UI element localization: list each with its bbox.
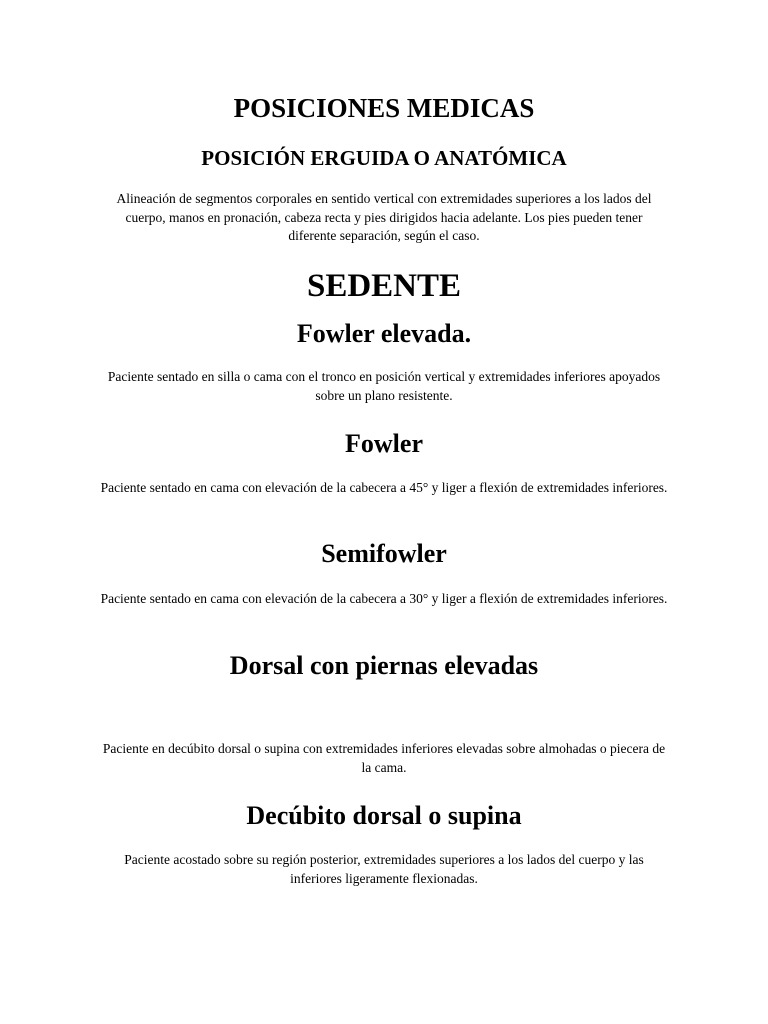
paragraph-anatomica: Alineación de segmentos corporales en sentido vertical con extremidades superiores a los lados del cuerpo, manos en pronación, cabeza recta y pies dirigidos hacia adelante. Los pies pueden tener diferente separación, según el caso. bbox=[116, 191, 652, 243]
paragraph-dorsal-piernas-elevadas: Paciente en decúbito dorsal o supina con extremidades inferiores elevadas sobre almohadas o piecera de la cama. bbox=[102, 741, 666, 775]
paragraph-fowler-elevada: Paciente sentado en silla o cama con el tronco en posición vertical y extremidades inferiores apoyados sobre un plano resistente. bbox=[107, 369, 661, 403]
section-heading-fowler-elevada: Fowler elevada. bbox=[296, 319, 472, 348]
paragraph-decubito-dorsal: Paciente acostado sobre su región posterior, extremidades superiores a los lados del cuerpo y las inferiores ligeramente flexionadas. bbox=[124, 852, 644, 886]
section-heading-dorsal-piernas-elevadas: Dorsal con piernas elevadas bbox=[229, 651, 539, 680]
group-heading-sedente: SEDENTE bbox=[306, 268, 462, 304]
section-heading-fowler: Fowler bbox=[345, 429, 423, 458]
paragraph-fowler: Paciente sentado en cama con elevación de la cabecera a 45° y liger a flexión de extremidades inferiores. bbox=[100, 480, 668, 495]
paragraph-semifowler: Paciente sentado en cama con elevación de la cabecera a 30° y liger a flexión de extremidades inferiores. bbox=[100, 591, 668, 606]
section-heading-semifowler: Semifowler bbox=[321, 539, 447, 568]
section-title-anatomica: POSICIÓN ERGUIDA O ANATÓMICA bbox=[201, 146, 567, 170]
section-heading-decubito-dorsal: Decúbito dorsal o supina bbox=[246, 801, 522, 830]
document-title: POSICIONES MEDICAS bbox=[233, 93, 535, 123]
